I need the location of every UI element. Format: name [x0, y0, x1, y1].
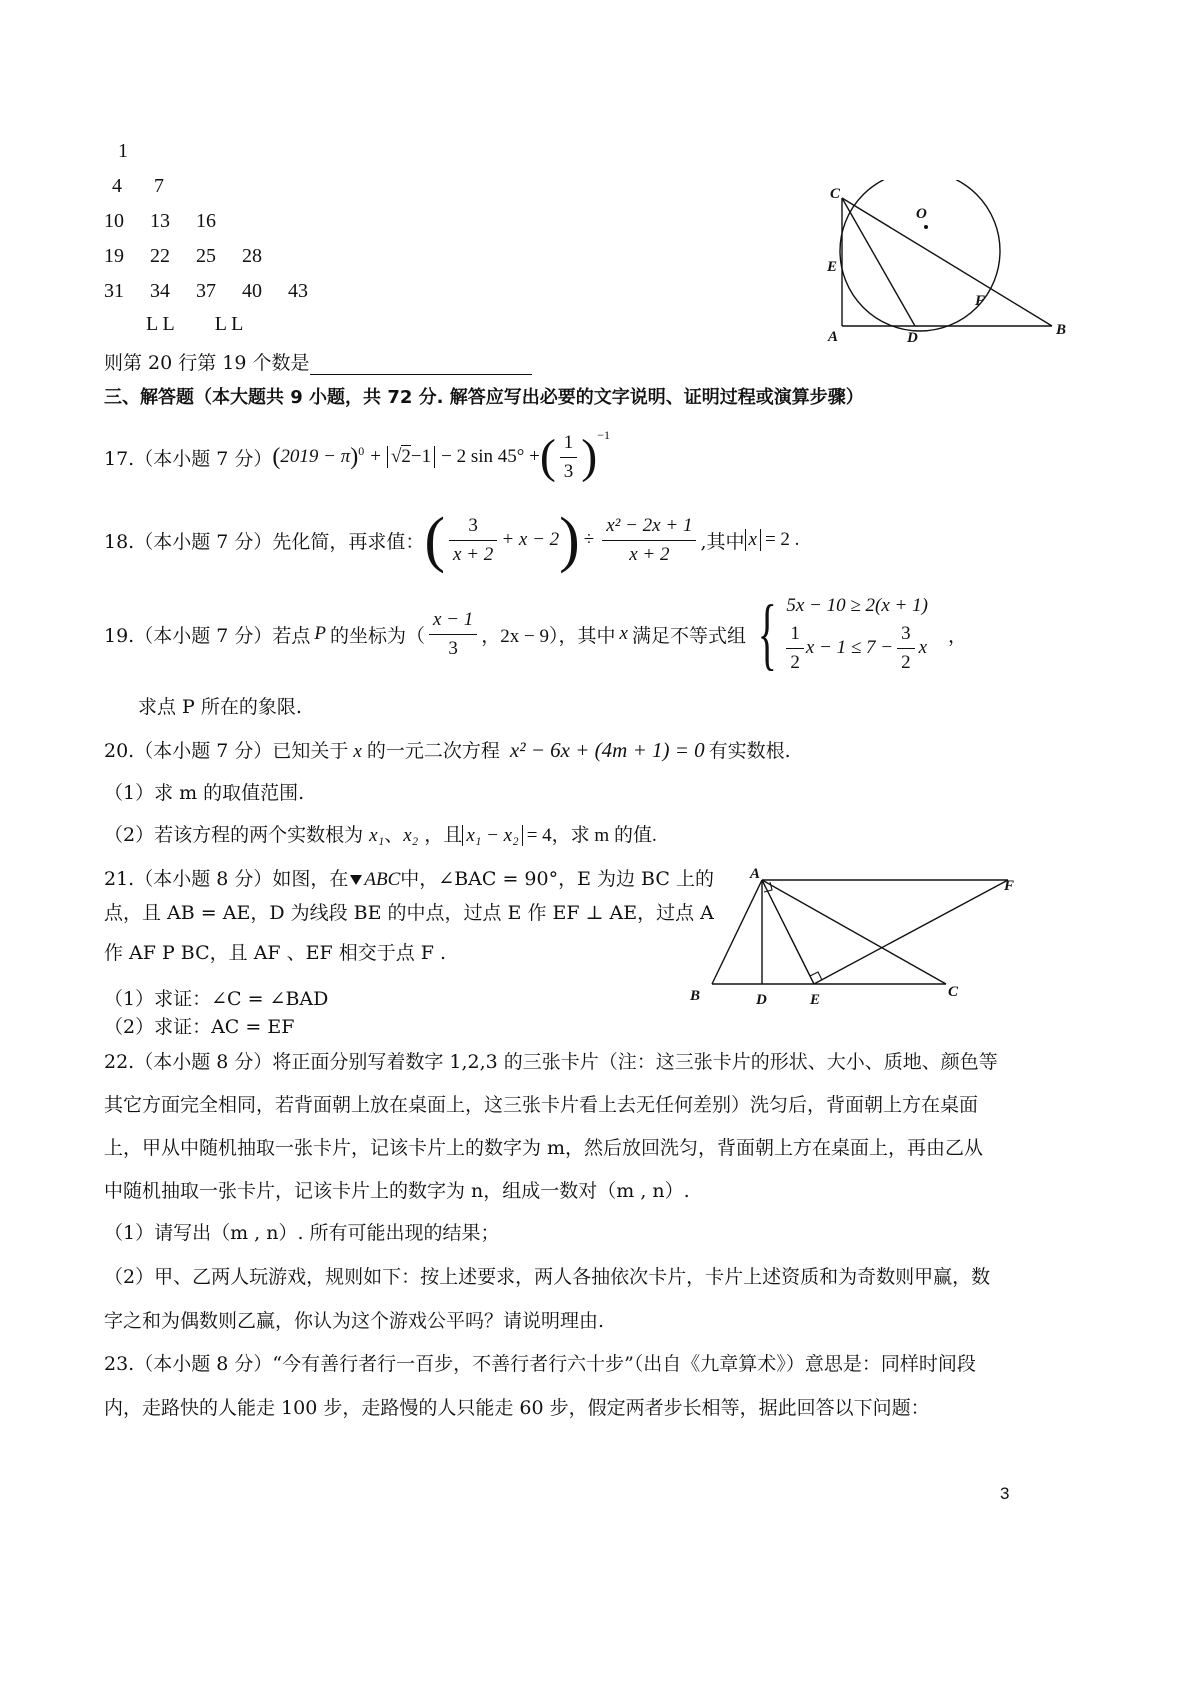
- label-e: E: [827, 259, 838, 275]
- segment-ef: [814, 880, 1008, 984]
- triangle-figure: [690, 862, 1110, 1012]
- question-19: 19.（本小题 7 分）若点 P 的坐标为（ $\frac{x - 1}{3}$ ，2x − 9），其中 x 满足不等式组 { 5x − 10 ≥ 2(x + 1) $\frac{1}{2}$ x − 1 ≤ 7 − $\frac{3}{2}$ x ，: [104, 590, 967, 678]
- label-d: D: [907, 330, 918, 346]
- label-f2: F: [1004, 878, 1015, 894]
- section-heading: 三、解答题（本大题共 9 小题，共 72 分. 解答应写出必要的文字说明、证明过程或演算步骤）: [104, 387, 864, 408]
- question-22-part1: （1）请写出（m , n）. 所有可能出现的结果；: [104, 1222, 500, 1244]
- question-21-line2: 点，且 AB = AE，D 为线段 BE 的中点，过点 E 作 EF ⊥ AE，过点 A: [104, 902, 714, 924]
- triangle-symbol-icon: [350, 875, 362, 885]
- question-23-line1: 23.（本小题 8 分）“今有善行者行一百步，不善行者行六十步”（出自《九章算术》）意思是：同样时间段: [104, 1353, 976, 1375]
- question-17: 17.（本小题 7 分） ( 2019 − π ) 0 + √2−1 − 2 sin 45° + ( $\frac{1}{3}$ ) −1: [104, 427, 611, 483]
- question-18: 18.（本小题 7 分）先化简，再求值： ( $\frac{3}{x + 2}$ + x − 2 ) ÷ $\frac{\text{x² − 2x + 1}}{x + 2}$ ,其中 x = 2 .: [104, 506, 800, 574]
- question-20-part1: （1）求 m 的取值范围.: [104, 782, 305, 804]
- page-number: 3: [1000, 1484, 1010, 1503]
- label-d2: D: [756, 992, 767, 1008]
- number-row-4: 19 22 25 28: [104, 245, 262, 267]
- label-c2: C: [948, 984, 959, 1000]
- number-row-2: 4 7: [112, 175, 164, 197]
- abs-value: √2−1: [387, 446, 435, 468]
- question-22-part2-line2: 字之和为偶数则乙赢，你认为这个游戏公平吗？请说明理由.: [104, 1310, 605, 1332]
- question-23-line2: 内，走路快的人能走 100 步，走路慢的人只能走 60 步，假定两者步长相等，据此回答以下问题：: [104, 1397, 930, 1419]
- answer-blank[interactable]: [310, 356, 532, 375]
- circle-figure: [800, 180, 1070, 350]
- label-a: A: [828, 329, 839, 345]
- question-22-line1: 22.（本小题 8 分）将正面分别写着数字 1,2,3 的三张卡片（注：这三张卡片的形状、大小、质地、颜色等: [104, 1051, 998, 1073]
- question-21-part2: （2）求证：AC = EF: [104, 1016, 295, 1038]
- question-21-part1: （1）求证：∠C = ∠BAD: [104, 988, 329, 1010]
- question-19-line2: 求点 P 所在的象限.: [138, 696, 302, 718]
- question-22-part2-line1: （2）甲、乙两人玩游戏，规则如下：按上述要求，两人各抽依次卡片，卡片上述资质和为奇数则甲赢，数: [104, 1266, 991, 1288]
- label-b2: B: [690, 988, 701, 1004]
- ellipsis-row: L L L L: [146, 313, 244, 335]
- q16-fill-blank: 则第 20 行第 19 个数是: [104, 348, 532, 375]
- inequality-system: { 5x − 10 ≥ 2(x + 1) $\frac{1}{2}$ x − 1 ≤ 7 − $\frac{3}{2}$ x: [757, 590, 928, 678]
- question-21-line1: 21.（本小题 8 分）如图，在 ABC中，∠BAC = 90°，E 为边 BC 上的: [104, 868, 714, 890]
- segment-cb: [842, 198, 1052, 326]
- question-20: 20.（本小题 7 分）已知关于 x 的一元二次方程 x² − 6x + (4m + 1) = 0 有实数根.: [104, 738, 791, 762]
- segment-cd: [842, 198, 915, 326]
- question-20-part2: （2）若该方程的两个实数根为 x₁、x₂ ，且 x₁ − x₂ = 4，求 m 的值.: [104, 824, 657, 846]
- label-c: C: [830, 186, 841, 202]
- center-dot: [924, 225, 928, 229]
- label-b: B: [1056, 322, 1067, 338]
- label-f: F: [975, 293, 986, 309]
- number-row-3: 10 13 16: [104, 210, 216, 232]
- number-row-5: 31 34 37 40 43: [104, 280, 308, 302]
- label-a2: A: [750, 866, 761, 882]
- segment-ae: [762, 880, 814, 984]
- question-22-line4: 中随机抽取一张卡片，记该卡片上的数字为 n，组成一数对（m , n）.: [104, 1180, 690, 1202]
- segment-ab: [712, 880, 762, 984]
- question-22-line3: 上，甲从中随机抽取一张卡片，记该卡片上的数字为 m，然后放回洗匀，背面朝上方在桌面上，再由乙从: [104, 1137, 984, 1159]
- label-o: O: [916, 206, 927, 222]
- label-e2: E: [810, 992, 821, 1008]
- question-21-line3: 作 AF P BC，且 AF 、EF 相交于点 F .: [104, 942, 447, 964]
- question-22-line2: 其它方面完全相同，若背面朝上放在桌面上，这三张卡片看上去无任何差别）洗匀后，背面朝上方在桌面: [104, 1094, 979, 1116]
- segment-ac: [762, 880, 946, 984]
- number-row-1: 1: [118, 140, 128, 162]
